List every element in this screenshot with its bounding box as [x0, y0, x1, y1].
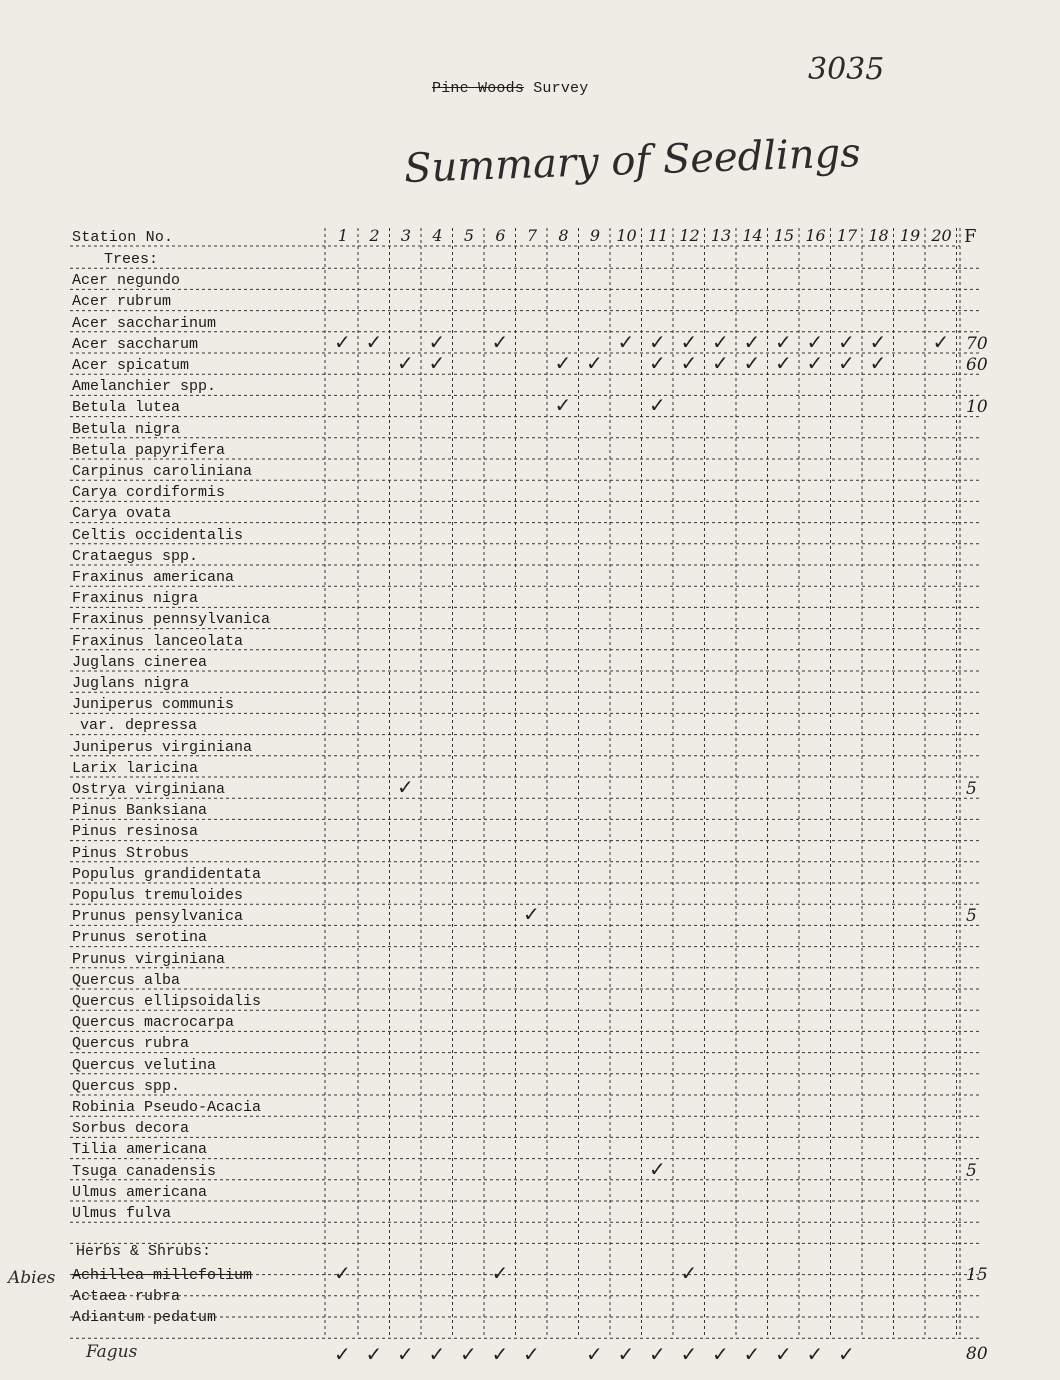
check-mark: ✓: [649, 1342, 666, 1367]
species-row-label: var. depressa: [80, 717, 198, 735]
species-row-label: Robinia Pseudo-Acacia: [72, 1099, 262, 1116]
check-mark: ✓: [775, 1342, 792, 1367]
check-mark: ✓: [491, 329, 509, 354]
frequency-value: 10: [966, 397, 988, 418]
check-mark: ✓: [428, 329, 446, 354]
species-row-label: Tilia americana: [72, 1141, 208, 1159]
station-number-8: 8: [558, 226, 569, 245]
check-mark: ✓: [460, 1342, 477, 1367]
check-mark: ✓: [680, 329, 698, 354]
species-row-label: Juniperus communis: [72, 696, 235, 714]
check-mark: ✓: [617, 1342, 635, 1367]
check-mark: ✓: [428, 351, 446, 375]
species-row-label: Ostrya virginiana: [72, 781, 226, 798]
species-row-label: Ulmus americana: [72, 1183, 208, 1201]
title-rest: Survey: [524, 80, 589, 97]
station-number-4: 4: [432, 226, 443, 245]
check-mark: ✓: [806, 329, 824, 354]
species-row-label: Crataegus spp.: [72, 547, 199, 565]
frequency-value: 5: [966, 906, 977, 927]
species-row-label: Juglans nigra: [72, 675, 190, 692]
species-row-label: Acer saccharum: [72, 335, 199, 353]
species-row-label: Fraxinus nigra: [72, 590, 199, 608]
check-mark: ✓: [712, 329, 729, 354]
herbs-heading: Herbs & Shrubs:: [76, 1243, 212, 1261]
species-row-label: Quercus ellipsoidalis: [72, 993, 262, 1010]
species-row-label: Quercus rubra: [72, 1035, 190, 1053]
check-mark: ✓: [712, 1342, 729, 1367]
f-column-header: F: [964, 226, 977, 247]
check-mark: ✓: [869, 329, 887, 354]
check-mark: ✓: [649, 1156, 666, 1181]
species-row-label: Carpinus caroliniana: [72, 463, 253, 480]
species-row-label: Betula papyrifera: [72, 441, 226, 459]
herb-row-label: Adiantum pedatum: [72, 1309, 217, 1326]
species-row-label: Juglans cinerea: [72, 653, 208, 671]
check-mark: ✓: [617, 329, 635, 354]
station-number-17: 17: [836, 226, 858, 245]
species-row-label: Betula lutea: [72, 399, 181, 417]
species-row-label: Quercus alba: [72, 971, 181, 989]
check-mark: ✓: [806, 1342, 824, 1367]
station-number-3: 3: [400, 226, 412, 245]
species-row-label: Pinus Banksiana: [72, 802, 208, 820]
check-mark: ✓: [365, 1342, 383, 1367]
check-mark: ✓: [743, 1342, 761, 1367]
species-row-label: Fraxinus americana: [72, 569, 235, 586]
frequency-value: 5: [966, 779, 977, 799]
check-mark: ✓: [743, 351, 761, 375]
check-mark: ✓: [365, 329, 383, 354]
species-row-label: Carya cordiformis: [72, 484, 226, 502]
species-row-label: Quercus velutina: [72, 1056, 217, 1074]
station-number-2: 2: [369, 226, 380, 245]
station-number-18: 18: [868, 226, 889, 245]
check-mark: ✓: [806, 351, 824, 375]
station-number-16: 16: [805, 226, 826, 245]
check-mark: ✓: [649, 351, 666, 375]
frequency-value: 60: [966, 355, 988, 375]
species-row-label: Pinus Strobus: [72, 844, 190, 862]
species-row-label: Celtis occidentalis: [72, 526, 244, 544]
species-row-label: Quercus spp.: [72, 1077, 181, 1095]
check-mark: ✓: [680, 1342, 698, 1367]
check-mark: ✓: [869, 351, 887, 375]
species-row-label: Amelanchier spp.: [72, 378, 217, 396]
frequency-value: 15: [966, 1264, 988, 1285]
check-mark: ✓: [491, 1260, 509, 1285]
check-mark: ✓: [838, 1342, 855, 1367]
station-number-20: 20: [931, 226, 952, 245]
species-row-label: Juniperus virginiana: [72, 738, 253, 756]
station-number-6: 6: [495, 226, 506, 245]
species-row-label: Acer negundo: [72, 272, 181, 290]
check-mark: ✓: [586, 1342, 603, 1367]
check-mark: ✓: [649, 393, 666, 418]
fagus-label: Fagus: [86, 1342, 138, 1363]
species-row-label: Quercus macrocarpa: [72, 1014, 235, 1032]
station-number-19: 19: [899, 226, 921, 245]
check-mark: ✓: [838, 351, 855, 375]
check-mark: ✓: [334, 1342, 351, 1367]
check-mark: ✓: [680, 351, 698, 375]
check-mark: ✓: [712, 351, 729, 375]
station-number-7: 7: [526, 226, 538, 245]
species-row-label: Fraxinus lanceolata: [72, 632, 244, 650]
station-number-10: 10: [616, 226, 637, 245]
species-row-label: Carya ovata: [72, 505, 172, 523]
species-row-label: Pinus resinosa: [72, 823, 199, 841]
check-mark: ✓: [775, 329, 792, 354]
handwritten-title: Summary of Seedlings: [403, 130, 862, 192]
species-row-label: Prunus virginiana: [72, 950, 226, 968]
check-mark: ✓: [775, 351, 792, 375]
check-mark: ✓: [334, 1260, 351, 1285]
check-mark: ✓: [523, 902, 540, 927]
check-mark: ✓: [554, 351, 572, 375]
check-mark: ✓: [397, 1342, 414, 1367]
species-row-label: Populus grandidentata: [72, 865, 262, 883]
species-row-label: Prunus pensylvanica: [72, 908, 244, 926]
check-mark: ✓: [586, 351, 603, 375]
species-row-label: Trees:: [104, 251, 159, 268]
frequency-value: 5: [966, 1160, 977, 1181]
station-number-1: 1: [337, 226, 349, 245]
margin-note: Abies: [8, 1268, 56, 1288]
station-number-11: 11: [647, 226, 669, 245]
species-row-label: Acer spicatum: [72, 357, 190, 374]
station-number-13: 13: [710, 226, 732, 245]
check-mark: ✓: [397, 775, 414, 799]
sheet-number: 3035: [808, 52, 885, 87]
struck-title-part: Pine Woods: [432, 80, 525, 97]
species-row-label: Acer rubrum: [72, 293, 172, 311]
check-mark: ✓: [523, 1342, 540, 1367]
check-mark: ✓: [838, 329, 855, 354]
check-mark: ✓: [932, 329, 950, 354]
station-label: Station No.: [72, 229, 174, 246]
species-row-label: Tsuga canadensis: [72, 1162, 217, 1180]
species-row-label: Acer saccharinum: [72, 314, 217, 332]
station-number-9: 9: [589, 226, 601, 245]
herb-row-label: Actaea rubra: [72, 1287, 181, 1305]
species-row-label: Fraxinus pennsylvanica: [72, 611, 271, 629]
station-number-15: 15: [773, 226, 795, 245]
species-row-label: Sorbus decora: [72, 1120, 190, 1138]
station-number-14: 14: [742, 226, 763, 245]
species-row-label: Ulmus fulva: [72, 1205, 172, 1222]
frequency-value: 70: [966, 333, 988, 354]
species-row-label: Betula nigra: [72, 420, 181, 438]
check-mark: ✓: [554, 393, 572, 418]
check-mark: ✓: [491, 1342, 509, 1367]
check-mark: ✓: [680, 1260, 698, 1285]
species-row-label: Larix laricina: [72, 759, 199, 777]
herb-row-label: Achillea millefolium: [72, 1266, 253, 1284]
check-mark: ✓: [428, 1342, 446, 1367]
check-mark: ✓: [334, 329, 351, 354]
check-mark: ✓: [397, 351, 414, 375]
station-number-12: 12: [679, 226, 700, 245]
station-number-5: 5: [463, 226, 475, 245]
frequency-value: 80: [966, 1344, 988, 1365]
species-row-label: Populus tremuloides: [72, 887, 244, 904]
check-mark: ✓: [743, 329, 761, 354]
check-mark: ✓: [649, 329, 666, 354]
species-row-label: Prunus serotina: [72, 929, 208, 947]
